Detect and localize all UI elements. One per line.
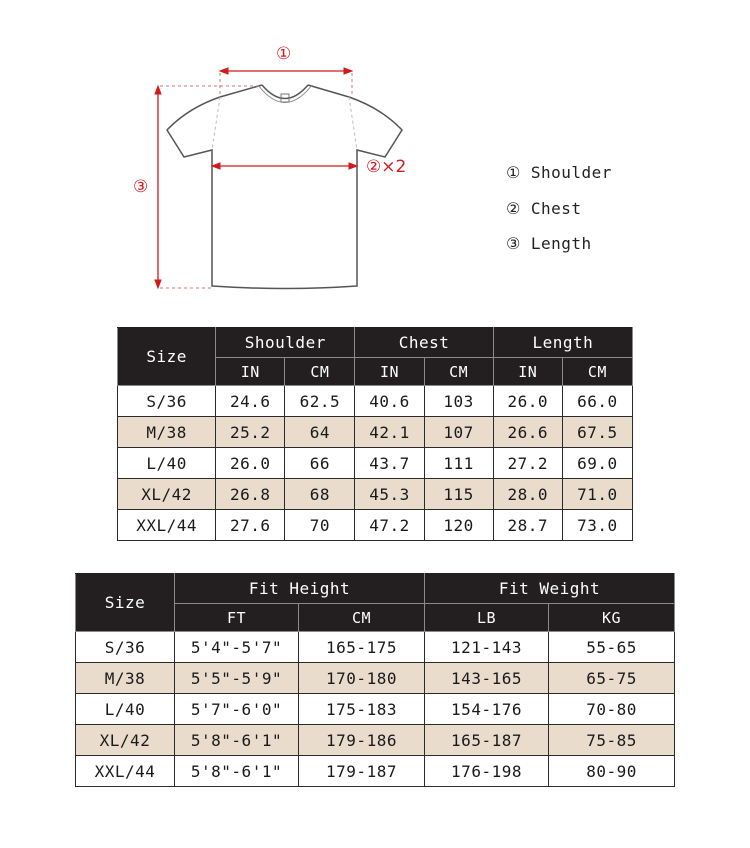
table-cell: 26.6 [493,417,562,448]
table-cell: 121-143 [425,632,549,663]
table-cell: 27.2 [493,448,562,479]
table-cell: 175-183 [299,694,425,725]
table-cell: 165-175 [299,632,425,663]
table-cell: 165-187 [425,725,549,756]
unit-header: CM [285,358,355,386]
table-cell: 68 [285,479,355,510]
table-cell: 69.0 [562,448,632,479]
legend-item-chest: ② Chest [506,199,582,218]
table-cell: 73.0 [562,510,632,541]
table-cell: 26.0 [216,448,285,479]
table-cell: 64 [285,417,355,448]
size-cell: L/40 [76,694,175,725]
table-cell: 70-80 [549,694,675,725]
size-cell: M/38 [76,663,175,694]
table-cell: 25.2 [216,417,285,448]
unit-header: IN [493,358,562,386]
unit-header: CM [424,358,493,386]
size-cell: L/40 [118,448,216,479]
legend-item-length: ③ Length [506,234,592,253]
table-row [118,510,633,541]
size-diagram [0,0,750,310]
length-arrow [155,86,161,288]
table-cell: 154-176 [425,694,549,725]
table-cell: 179-187 [299,756,425,787]
table-cell: 65-75 [549,663,675,694]
table-row [118,386,633,417]
unit-header: KG [549,604,675,632]
table-cell: 47.2 [355,510,424,541]
table-cell: 107 [424,417,493,448]
table-row [118,417,633,448]
table-cell: 179-186 [299,725,425,756]
table-cell: 80-90 [549,756,675,787]
size-cell: S/36 [118,386,216,417]
table-cell: 111 [424,448,493,479]
unit-header: CM [562,358,632,386]
size-cell: M/38 [118,417,216,448]
tshirt-outline [167,85,402,289]
table-row [76,632,675,663]
table-cell: 28.0 [493,479,562,510]
table-cell: 66 [285,448,355,479]
chest-arrow [212,163,357,169]
table-row [118,448,633,479]
table-cell: 43.7 [355,448,424,479]
shoulder-marker: ① [276,44,292,64]
size-cell: XXL/44 [76,756,175,787]
fit-height-header: Fit Height [175,574,425,604]
table-row [76,663,675,694]
unit-header: LB [425,604,549,632]
table-cell: 5'8"-6'1" [175,725,299,756]
size-cell: S/36 [76,632,175,663]
table-cell: 75-85 [549,725,675,756]
fit-weight-header: Fit Weight [425,574,675,604]
table-cell: 62.5 [285,386,355,417]
table-cell: 45.3 [355,479,424,510]
table-cell: 66.0 [562,386,632,417]
table-cell: 27.6 [216,510,285,541]
size-header: Size [118,328,216,386]
length-header: Length [493,328,632,358]
table-cell: 115 [424,479,493,510]
table-cell: 5'8"-6'1" [175,756,299,787]
chest-header: Chest [355,328,493,358]
table-cell: 24.6 [216,386,285,417]
table-cell: 5'7"-6'0" [175,694,299,725]
table-cell: 5'5"-5'9" [175,663,299,694]
table-row [118,479,633,510]
table-cell: 40.6 [355,386,424,417]
table-cell: 67.5 [562,417,632,448]
table-cell: 71.0 [562,479,632,510]
table-cell: 26.8 [216,479,285,510]
table-cell: 5'4"-5'7" [175,632,299,663]
size-cell: XXL/44 [118,510,216,541]
tshirt-illustration [0,0,750,310]
unit-header: IN [216,358,285,386]
unit-header: CM [299,604,425,632]
table-row [76,694,675,725]
table-cell: 28.7 [493,510,562,541]
table-cell: 103 [424,386,493,417]
size-header: Size [76,574,175,632]
unit-header: FT [175,604,299,632]
garment-size-table [117,327,633,541]
legend-item-shoulder: ① Shoulder [506,163,612,182]
table-cell: 70 [285,510,355,541]
table-row [76,756,675,787]
size-cell: XL/42 [118,479,216,510]
shoulder-header: Shoulder [216,328,355,358]
unit-header: IN [355,358,424,386]
chest-marker: ②×2 [366,157,407,177]
table-row [76,725,675,756]
table-cell: 120 [424,510,493,541]
table-cell: 143-165 [425,663,549,694]
fit-guide-table [75,573,675,787]
shoulder-arrow [220,68,352,74]
size-cell: XL/42 [76,725,175,756]
table-cell: 42.1 [355,417,424,448]
table-cell: 170-180 [299,663,425,694]
table-cell: 55-65 [549,632,675,663]
length-marker: ③ [133,177,149,197]
table-cell: 176-198 [425,756,549,787]
table-cell: 26.0 [493,386,562,417]
